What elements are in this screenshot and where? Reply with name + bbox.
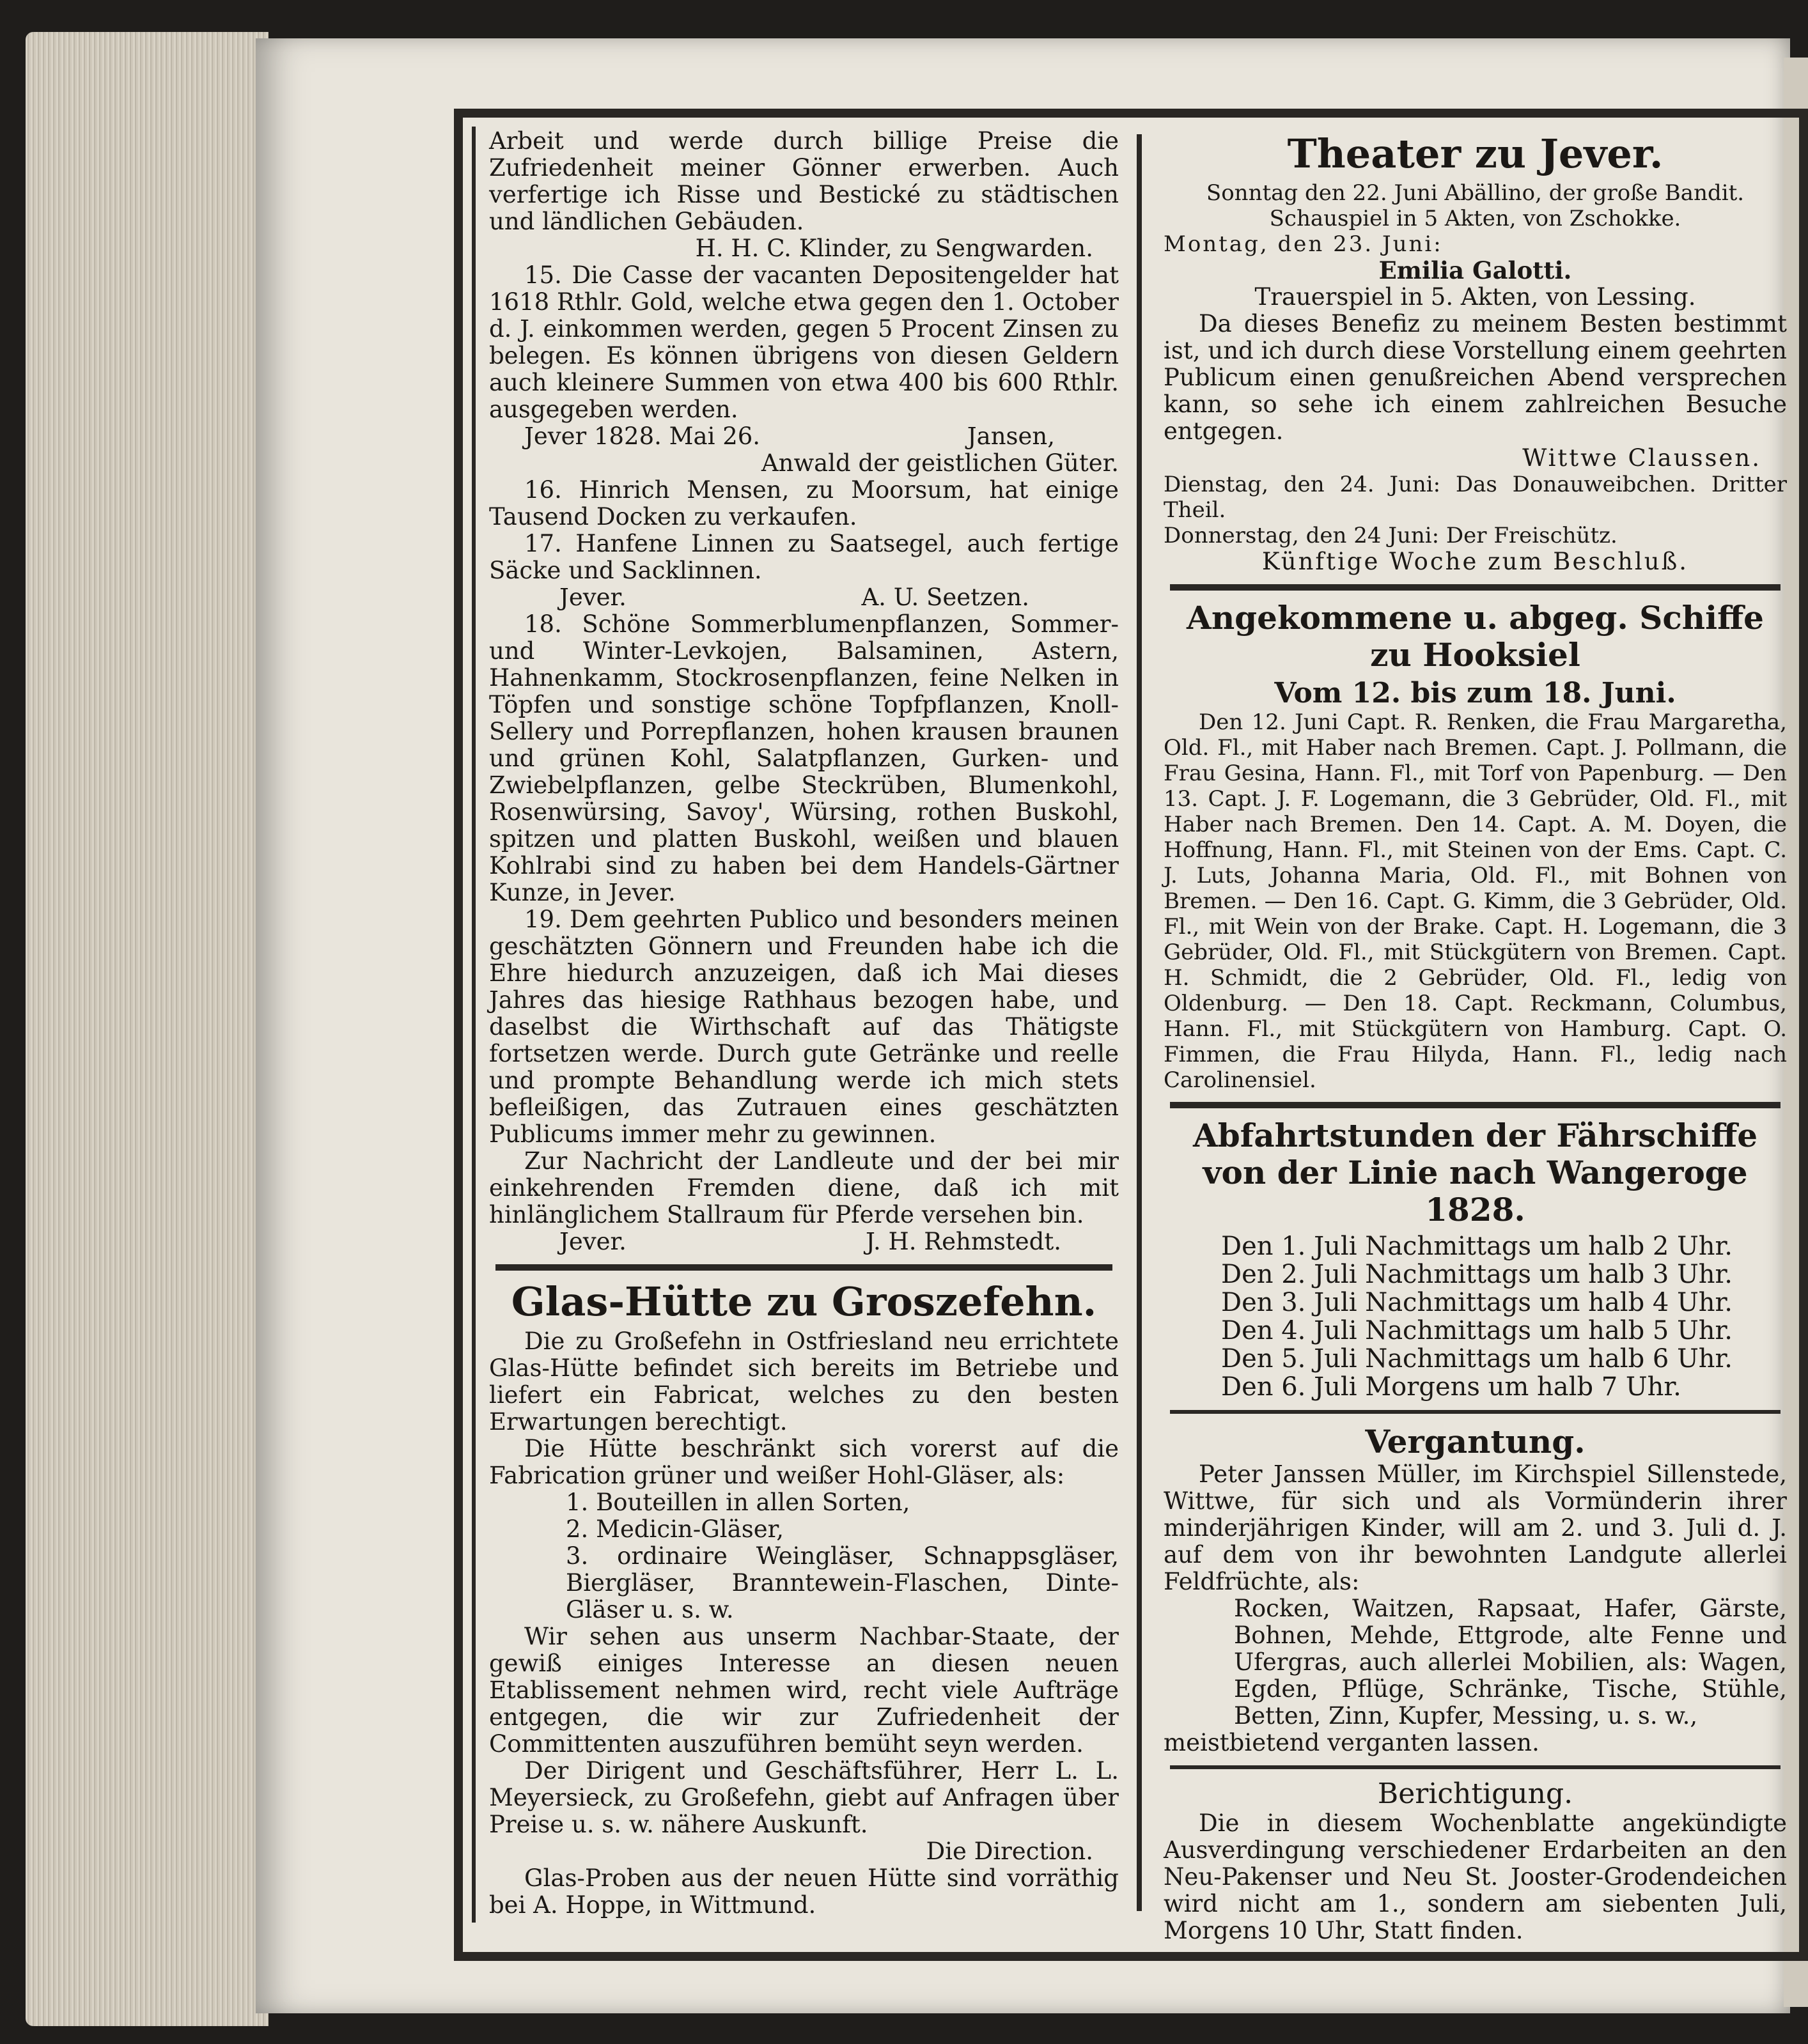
ships-date-range: Vom 12. bis zum 18. Juni. (1274, 677, 1676, 709)
notice-17: 17. Hanfene Linnen zu Saatsegel, auch fertige Säcke und Sacklinnen. (489, 530, 1119, 584)
theater-benefit: Da dieses Benefiz zu meinem Besten bestimmt ist, und ich durch diese Vorstellung einem geehrten Publicum einen genußreichen Abend versprechen kann, so sehe ich einem zahlreichen Besuche entgegen. (1164, 310, 1787, 445)
glas-product-item: 1. Bouteillen in allen Sorten, (566, 1489, 910, 1516)
theater-tuesday: Dienstag, den 24. Juni: Das Donauweibchen. Dritter Theil. (1164, 472, 1787, 523)
glas-product-list (489, 1489, 1119, 1623)
page-content (256, 38, 1790, 2013)
notice-19-stable: Zur Nachricht der Landleute und der bei mir einkehrenden Fremden diene, daß ich mit hinlänglichem Stallraum für Pferde versehen bin. (489, 1147, 1119, 1228)
klinder-ad: Arbeit und werde durch billige Preise die Zufriedenheit meiner Gönner erwerben. Auch verfertige ich Risse und Bestické zu städtischen und ländlichen Gebäuden. (489, 127, 1119, 235)
notice-15-date: Jever 1828. Mai 26. (524, 422, 761, 450)
notice-19-place: Jever. (559, 1228, 627, 1255)
ferry-schedule (1221, 1232, 1787, 1401)
column-divider (1137, 134, 1142, 1911)
ferry-title: Abfahrtstunden der Fährschiffe von der Linie nach Wangeroge 1828. (1192, 1117, 1758, 1228)
theater-sunday: Sonntag den 22. Juni Abällino, der große Bandit. Schauspiel in 5 Akten, von Zschokke. (1206, 180, 1745, 231)
glas-paragraph-5: Glas-Proben aus der neuen Hütte sind vorräthig bei A. Hoppe, in Wittmund. (489, 1864, 1119, 1919)
ferry-row: Den 6. Juli Morgens um halb 7 Uhr. (1221, 1372, 1681, 1402)
theater-monday: Montag, den 23. Juni: (1164, 231, 1443, 257)
notice-15-name: Jansen, (967, 422, 1055, 450)
section-rule (1170, 1765, 1781, 1769)
notice-19-signline (489, 1228, 1119, 1255)
theater-title: Theater zu Jever. (1287, 130, 1664, 177)
ferry-row: Den 1. Juli Nachmittags um halb 2 Uhr. (1221, 1232, 1733, 1261)
ferry-row: Den 3. Juli Nachmittags um halb 4 Uhr. (1221, 1288, 1733, 1317)
glas-paragraph-2: Die Hütte beschränkt sich vorerst auf die Fabrication grüner und weißer Hohl-Gläser, als: (489, 1435, 1119, 1489)
theater-closing: Künftige Woche zum Beschluß. (1261, 548, 1689, 575)
vergantung-paragraph: Peter Janssen Müller, im Kirchspiel Sillenstede, Wittwe, für sich und als Vormünderin ihrer minderjährigen Kinder, will am 2. und 3. Juli d. J. auf dem von ihr bewohnten Landgute allerlei Feldfrüchte, als: (1164, 1460, 1787, 1595)
section-rule (1170, 1410, 1781, 1414)
section-rule (1170, 1102, 1781, 1108)
ships-title: Angekommene u. abgeg. Schiffe zu Hooksiel (1187, 599, 1764, 674)
notice-18: 18. Schöne Sommerblumenpflanzen, Sommer- und Winter-Levkojen, Balsaminen, Astern, Hahnenkamm, Stockrosenpflanzen, feine Nelken in Töpfen und sonstige schöne Topfpflanzen, Knoll-Sellery und Porrepflanzen, hohen krausen braunen und grünen Kohl, Salatpflanzen, Gurken- und Zwiebelpflanzen, gelbe Steckrüben, Blumenkohl, Rosenwürsing, Savoy', Würsing, rothen Buskohl, spitzen und platten Buskohl, weißen und blauen Kohlrabi sind zu haben bei dem Handels-Gärtner Kunze, in Jever. (489, 610, 1119, 906)
berichtigung-title: Berichtigung. (1377, 1777, 1573, 1810)
notice-16: 16. Hinrich Mensen, zu Moorsum, hat einige Tausend Docken zu verkaufen. (489, 476, 1119, 530)
ships-list: Den 12. Juni Capt. R. Renken, die Frau Margaretha, Old. Fl., mit Haber nach Bremen. Capt. J. Pollmann, die Frau Gesina, Hann. Fl., mit Torf von Papenburg. — Den 13. Capt. J. F. Logemann, die 3 Gebrüder, Old. Fl., mit Haber nach Bremen. Den 14. Capt. A. M. Doyen, die Hoffnung, Hann. Fl., mit Steinen von der Ems. Capt. C. J. Luts, Johanna Maria, Old. Fl., mit Bohnen von Bremen. — Den 16. Capt. G. Kimm, die 3 Gebrüder, Old. Fl., mit Wein von der Brake. Capt. H. Logemann, die 3 Gebrüder, Old. Fl., mit Stückgütern von Bremen. Capt. H. Schmidt, die 2 Gebrüder, Old. Fl., ledig von Oldenburg. — Den 18. Capt. Reckmann, Columbus, Hann. Fl., mit Stückgütern von Hamburg. Capt. O. Fimmen, die Frau Hilyda, Hann. Fl., ledig nach Carolinensiel. (1164, 709, 1787, 1093)
glas-paragraph-4: Der Dirigent und Geschäftsführer, Herr L. L. Meyersieck, zu Großefehn, giebt auf Anfragen über Preise u. s. w. nähere Auskunft. (489, 1757, 1119, 1838)
notice-19: 19. Dem geehrten Publico und besonders meinen geschätzten Gönnern und Freunden habe ich die Ehre hiedurch anzuzeigen, daß ich Mai dieses Jahres das hiesige Rathhaus bezogen habe, und daselbst die Wirthschaft auf das Thätigste fortsetzen werde. Durch gute Getränke und reelle und prompte Behandlung werde ich mich stets befleißigen, das Zutrauen eines geschätzten Publicums immer mehr zu gewinnen. (489, 906, 1119, 1148)
notice-17-place: Jever. (559, 584, 627, 611)
ferry-row: Den 4. Juli Nachmittags um halb 5 Uhr. (1221, 1316, 1733, 1345)
glas-huette-title: Glas-Hütte zu Groszefehn. (511, 1278, 1097, 1325)
berichtigung-paragraph: Die in diesem Wochenblatte angekündigte Ausverdingung verschiedener Erdarbeiten an den Neu-Pakenser und Neu St. Jooster-Grodendeichen wird nicht am 1., sondern am siebenten Juli, Morgens 10 Uhr, Statt finden. (1164, 1809, 1787, 1944)
theater-monday-desc: Trauerspiel in 5. Akten, von Lessing. (1254, 283, 1696, 311)
glas-signature: Die Direction. (926, 1838, 1093, 1865)
glas-product-item: 2. Medicin-Gläser, (566, 1515, 784, 1543)
theater-thursday: Donnerstag, den 24 Juni: Der Freischütz. (1164, 523, 1617, 548)
glas-product-item: 3. ordinaire Weingläser, Schnappsgläser, Biergläser, Branntewein-Flaschen, Dinte-Gläser u. s. w. (566, 1542, 1119, 1623)
theater-signature: Wittwe Claussen. (1522, 444, 1761, 472)
notice-17-signline (489, 584, 1119, 611)
section-rule (1170, 584, 1781, 591)
section-rule (495, 1264, 1112, 1271)
notice-15-title: Anwald der geistlichen Güter. (761, 449, 1119, 477)
book-page-edges (26, 32, 269, 2026)
theater-monday-play: Emilia Galotti. (1378, 256, 1572, 284)
notice-15-dateline (489, 423, 1119, 450)
left-border-rule (472, 127, 476, 1923)
klinder-signature: H. H. C. Klinder, zu Sengwarden. (695, 235, 1093, 262)
glas-paragraph-3: Wir sehen aus unserm Nachbar-Staate, der gewiß einiges Interesse an diesen neuen Etablissement nehmen wird, recht viele Aufträge entgegen, die wir zur Zufriedenheit der Committenten auszuführen bemüht seyn werden. (489, 1623, 1119, 1758)
notice-17-signature: A. U. Seetzen. (861, 584, 1029, 611)
ferry-row: Den 5. Juli Nachmittags um halb 6 Uhr. (1221, 1344, 1733, 1374)
vergantung-title: Vergantung. (1365, 1423, 1586, 1460)
left-column (489, 128, 1119, 1919)
notice-19-signature: J. H. Rehmstedt. (865, 1228, 1061, 1255)
right-column (1164, 128, 1787, 1944)
vergantung-list: Rocken, Waitzen, Rapsaat, Hafer, Gärste, Bohnen, Mehde, Ettgrode, alte Fenne und Ufergras, auch allerlei Mobilien, als: Wagen, Egden, Pflüge, Schränke, Tische, Stühle, Betten, Zinn, Kupfer, Messing, u. s. w., (1234, 1595, 1787, 1730)
vergantung-end: meistbietend verganten lassen. (1164, 1729, 1539, 1756)
ferry-row: Den 2. Juli Nachmittags um halb 3 Uhr. (1221, 1260, 1733, 1289)
glas-paragraph-1: Die zu Großefehn in Ostfriesland neu errichtete Glas-Hütte befindet sich bereits im Betriebe und liefert ein Fabricat, welches zu den besten Erwartungen berechtigt. (489, 1328, 1119, 1436)
notice-15: 15. Die Casse der vacanten Depositengelder hat 1618 Rthlr. Gold, welche etwa gegen den 1. October d. J. einkommen werden, gegen 5 Procent Zinsen zu belegen. Es können übrigens von diesen Geldern auch kleinere Summen von etwa 400 bis 600 Rthlr. ausgegeben werden. (489, 261, 1119, 423)
